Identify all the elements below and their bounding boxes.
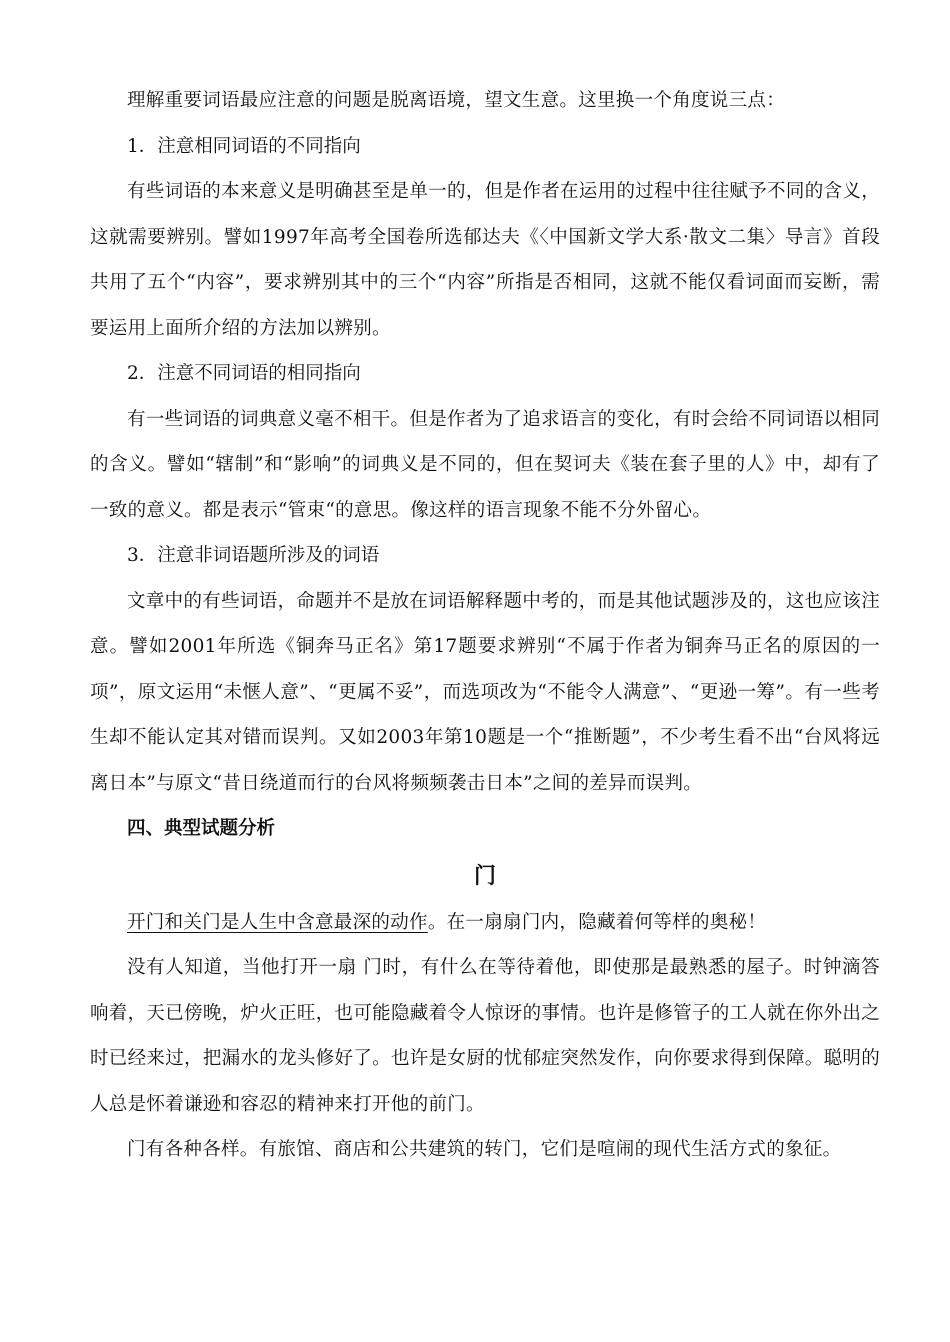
point-1-heading: 1．注意相同词语的不同指向 bbox=[127, 135, 361, 157]
section-title: 四、典型试题分析 bbox=[127, 818, 276, 839]
point-1-text: 有些词语的本来意义是明确甚至是单一的，但是作者在运用的过程中往往赋予不同的含义，这就需要辨别。譬如1997年高考全国卷所选郁达夫《〈中国新文学大系·散文二集〉导言》首段共用了五个“内容”，要求辨别其中的三个“内容”所指是否相同，这就不能仅看词面而妄断，需要运用上面所介绍的方法加以辨别。 bbox=[90, 181, 880, 339]
article-first-paragraph bbox=[90, 900, 880, 946]
point-3-text: 文章中的有些词语，命题并不是放在词语解释题中考的，而是其他试题涉及的，这也应该注意。譬如2001年所选《铜奔马正名》第17题要求辨别“不属于作者为铜奔马正名的原因的一项”，原文运用“未惬人意”、“更属不妥”，而选项改为“不能令人满意”、“更逊一筹”。有一些考生却不能认定其对错而误判。又如2003年第10题是一个“推断题”，不少考生看不出“台风将远离日本”与原文“昔日绕道而行的台风将频频袭击日本”之间的差异而误判。 bbox=[90, 590, 880, 794]
article-paragraph-2: 没有人知道，当他打开一扇 门时，有什么在等待着他，即使那是最熟悉的屋子。时钟滴答响着，天已傍晚，炉火正旺，也可能隐藏着令人惊讶的事情。也许是修管子的工人就在你外出之时已经来过，把漏水的龙头修好了。也许是女厨的忧郁症突然发作，向你要求得到保障。聪明的人总是怀着谦逊和容忍的精神来打开他的前门。 bbox=[90, 957, 880, 1115]
point-2-heading: 2．注意不同词语的相同指向 bbox=[127, 363, 361, 384]
article-title: 门 bbox=[473, 862, 496, 889]
point-2-text: 有一些词语的词典意义毫不相干。但是作者为了追求语言的变化，有时会给不同词语以相同的含义。譬如“辖制”和“影响”的词典义是不同的，但在契诃夫《装在套子里的人》中，却有了一致的意义。都是表示“管束“的意思。像这样的语言现象不能不分外留心。 bbox=[90, 408, 880, 521]
article-paragraph-3: 门有各种各样。有旅馆、商店和公共建筑的转门，它们是喧闹的现代生活方式的象征。 bbox=[127, 1139, 842, 1160]
point-3-heading: 3．注意非词语题所涉及的词语 bbox=[127, 545, 380, 566]
intro-paragraph: 理解重要词语最应注意的问题是脱离语境，望文生意。这里换一个角度说三点： bbox=[127, 90, 786, 111]
first-paragraph-rest: 。在一扇扇门内，隐藏着何等样的奥秘！ bbox=[427, 911, 767, 933]
underlined-sentence: 开门和关门是人生中含意最深的动作 bbox=[127, 911, 428, 933]
document-body bbox=[90, 78, 880, 1173]
